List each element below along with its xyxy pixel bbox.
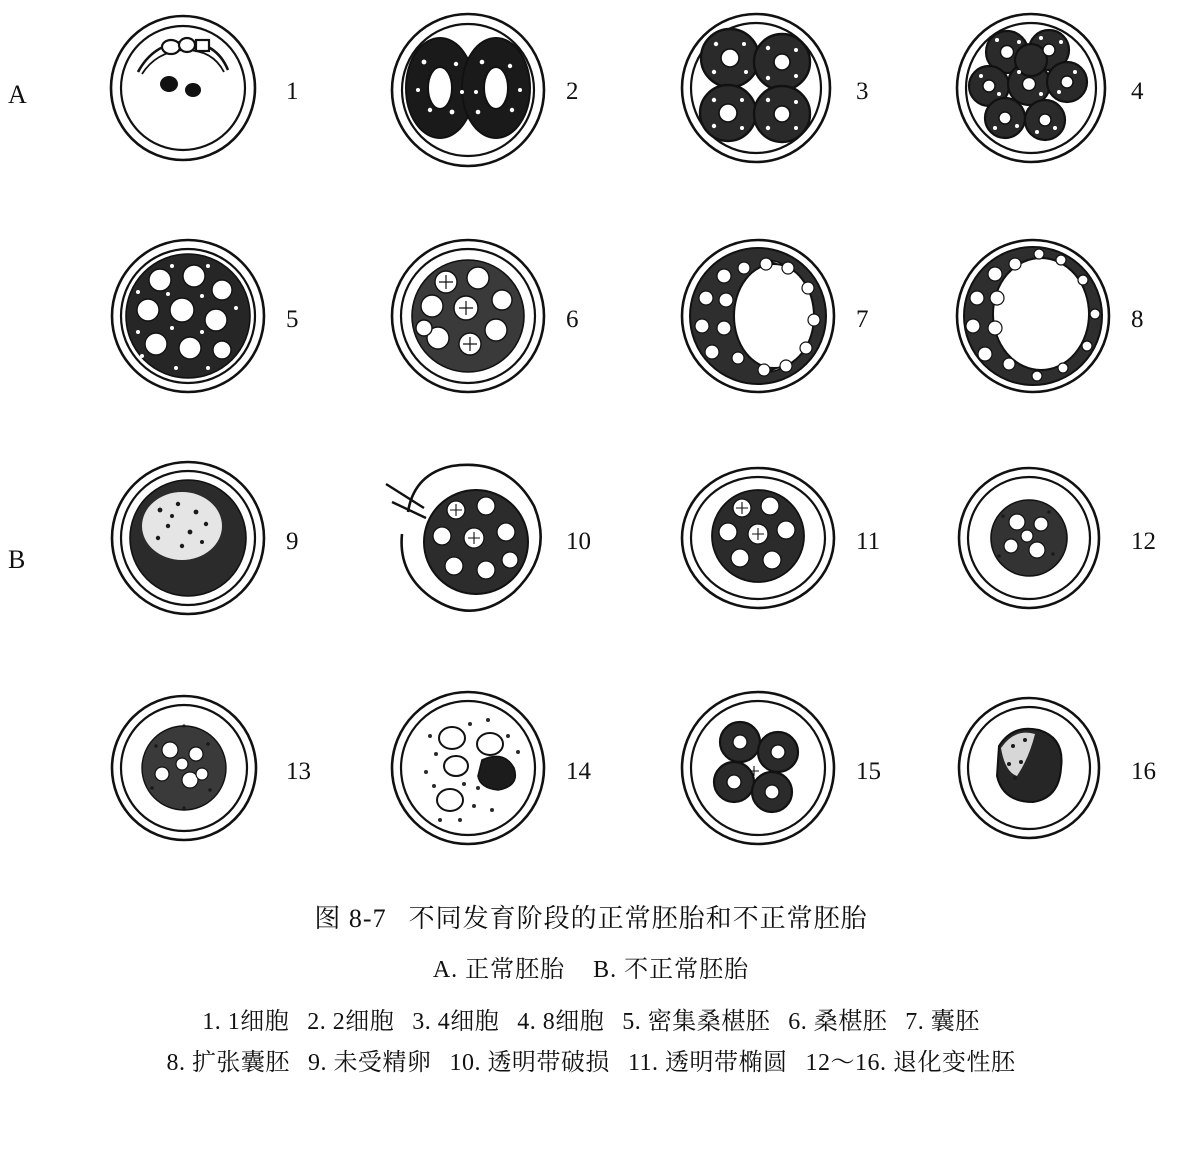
group-label-a: A xyxy=(8,80,28,109)
embryo-panel xyxy=(640,228,900,428)
panel-number: 8 xyxy=(1131,306,1144,333)
panel-number: 1 xyxy=(286,78,299,105)
embryo-panel xyxy=(350,450,610,650)
embryo-panel xyxy=(350,680,610,880)
embryo-drawing-two-cell xyxy=(378,0,558,180)
embryo-row xyxy=(0,450,1182,660)
embryo-drawing-morula xyxy=(378,228,558,408)
embryo-panel xyxy=(70,680,330,880)
panel-number: 6 xyxy=(566,306,579,333)
caption-group-a: A. 正常胚胎 xyxy=(432,957,566,983)
figure-caption xyxy=(0,898,1182,1085)
panel-number: 10 xyxy=(566,528,591,555)
embryo-drawing-broken-zona xyxy=(378,450,558,630)
embryo-drawing-degenerate-13 xyxy=(98,680,273,860)
embryo-drawing-expanded-blastocyst xyxy=(943,228,1123,408)
caption-legend xyxy=(0,1002,1182,1085)
caption-title-line xyxy=(0,898,1182,935)
embryo-row xyxy=(0,228,1182,438)
embryo-row xyxy=(0,680,1182,890)
legend-item: 6. 桑椹胚 xyxy=(788,1009,888,1035)
embryo-panel xyxy=(640,450,900,650)
panel-number: 3 xyxy=(856,78,869,105)
embryo-row xyxy=(0,0,1182,210)
embryo-drawing-eight-cell xyxy=(943,0,1118,180)
embryo-panel xyxy=(350,228,610,428)
figure-number: 图 8-7 xyxy=(314,904,387,933)
embryo-panel xyxy=(915,0,1175,200)
embryo-drawing-degenerate-14 xyxy=(378,680,558,860)
panel-number: 7 xyxy=(856,306,869,333)
embryo-drawing-blastocyst xyxy=(668,228,848,408)
embryo-panel xyxy=(70,0,330,200)
legend-item: 5. 密集桑椹胚 xyxy=(622,1009,771,1035)
embryo-panel xyxy=(640,0,900,200)
embryo-drawing-oval-zona xyxy=(668,450,848,630)
figure-title: 不同发育阶段的正常胚胎和不正常胚胎 xyxy=(408,904,868,933)
legend-item: 12～16. 退化变性胚 xyxy=(805,1050,1016,1077)
legend-item: 2. 2细胞 xyxy=(307,1009,395,1035)
panel-number: 11 xyxy=(856,528,881,555)
embryo-panel xyxy=(915,450,1175,650)
caption-subtitle-line xyxy=(0,949,1182,984)
panel-number: 14 xyxy=(566,758,591,785)
embryo-panel xyxy=(915,680,1175,880)
embryo-panel xyxy=(70,450,330,650)
embryo-drawing-degenerate-15 xyxy=(668,680,848,860)
embryo-drawing-one-cell xyxy=(98,0,268,175)
legend-item: 1. 1细胞 xyxy=(202,1009,290,1035)
panel-number: 4 xyxy=(1131,78,1144,105)
legend-item: 9. 未受精卵 xyxy=(307,1050,432,1077)
embryo-panel xyxy=(640,680,900,880)
panel-number: 9 xyxy=(286,528,299,555)
embryo-panel xyxy=(915,228,1175,428)
legend-item: 11. 透明带椭圆 xyxy=(627,1050,788,1077)
panel-number: 16 xyxy=(1131,758,1156,785)
embryo-drawing-degenerate-16 xyxy=(943,680,1118,860)
panel-number: 5 xyxy=(286,306,299,333)
panel-number: 13 xyxy=(286,758,311,785)
panel-number: 2 xyxy=(566,78,579,105)
legend-item: 4. 8细胞 xyxy=(517,1009,605,1035)
embryo-drawing-four-cell xyxy=(668,0,843,180)
embryo-panel xyxy=(70,228,330,428)
legend-item: 8. 扩张囊胚 xyxy=(166,1050,290,1077)
embryo-panel xyxy=(350,0,610,200)
caption-group-b: B. 不正常胚胎 xyxy=(593,957,750,983)
legend-item: 10. 透明带破损 xyxy=(449,1050,610,1077)
embryo-drawing-compact-morula xyxy=(98,228,278,408)
legend-item: 3. 4细胞 xyxy=(412,1009,500,1035)
group-label-b: B xyxy=(8,545,26,574)
panel-number: 12 xyxy=(1131,528,1156,555)
legend-item: 7. 囊胚 xyxy=(905,1009,980,1035)
panel-number: 15 xyxy=(856,758,881,785)
embryo-drawing-unfertilized-ovum xyxy=(98,450,278,630)
embryo-drawing-degenerate-12 xyxy=(943,450,1118,630)
